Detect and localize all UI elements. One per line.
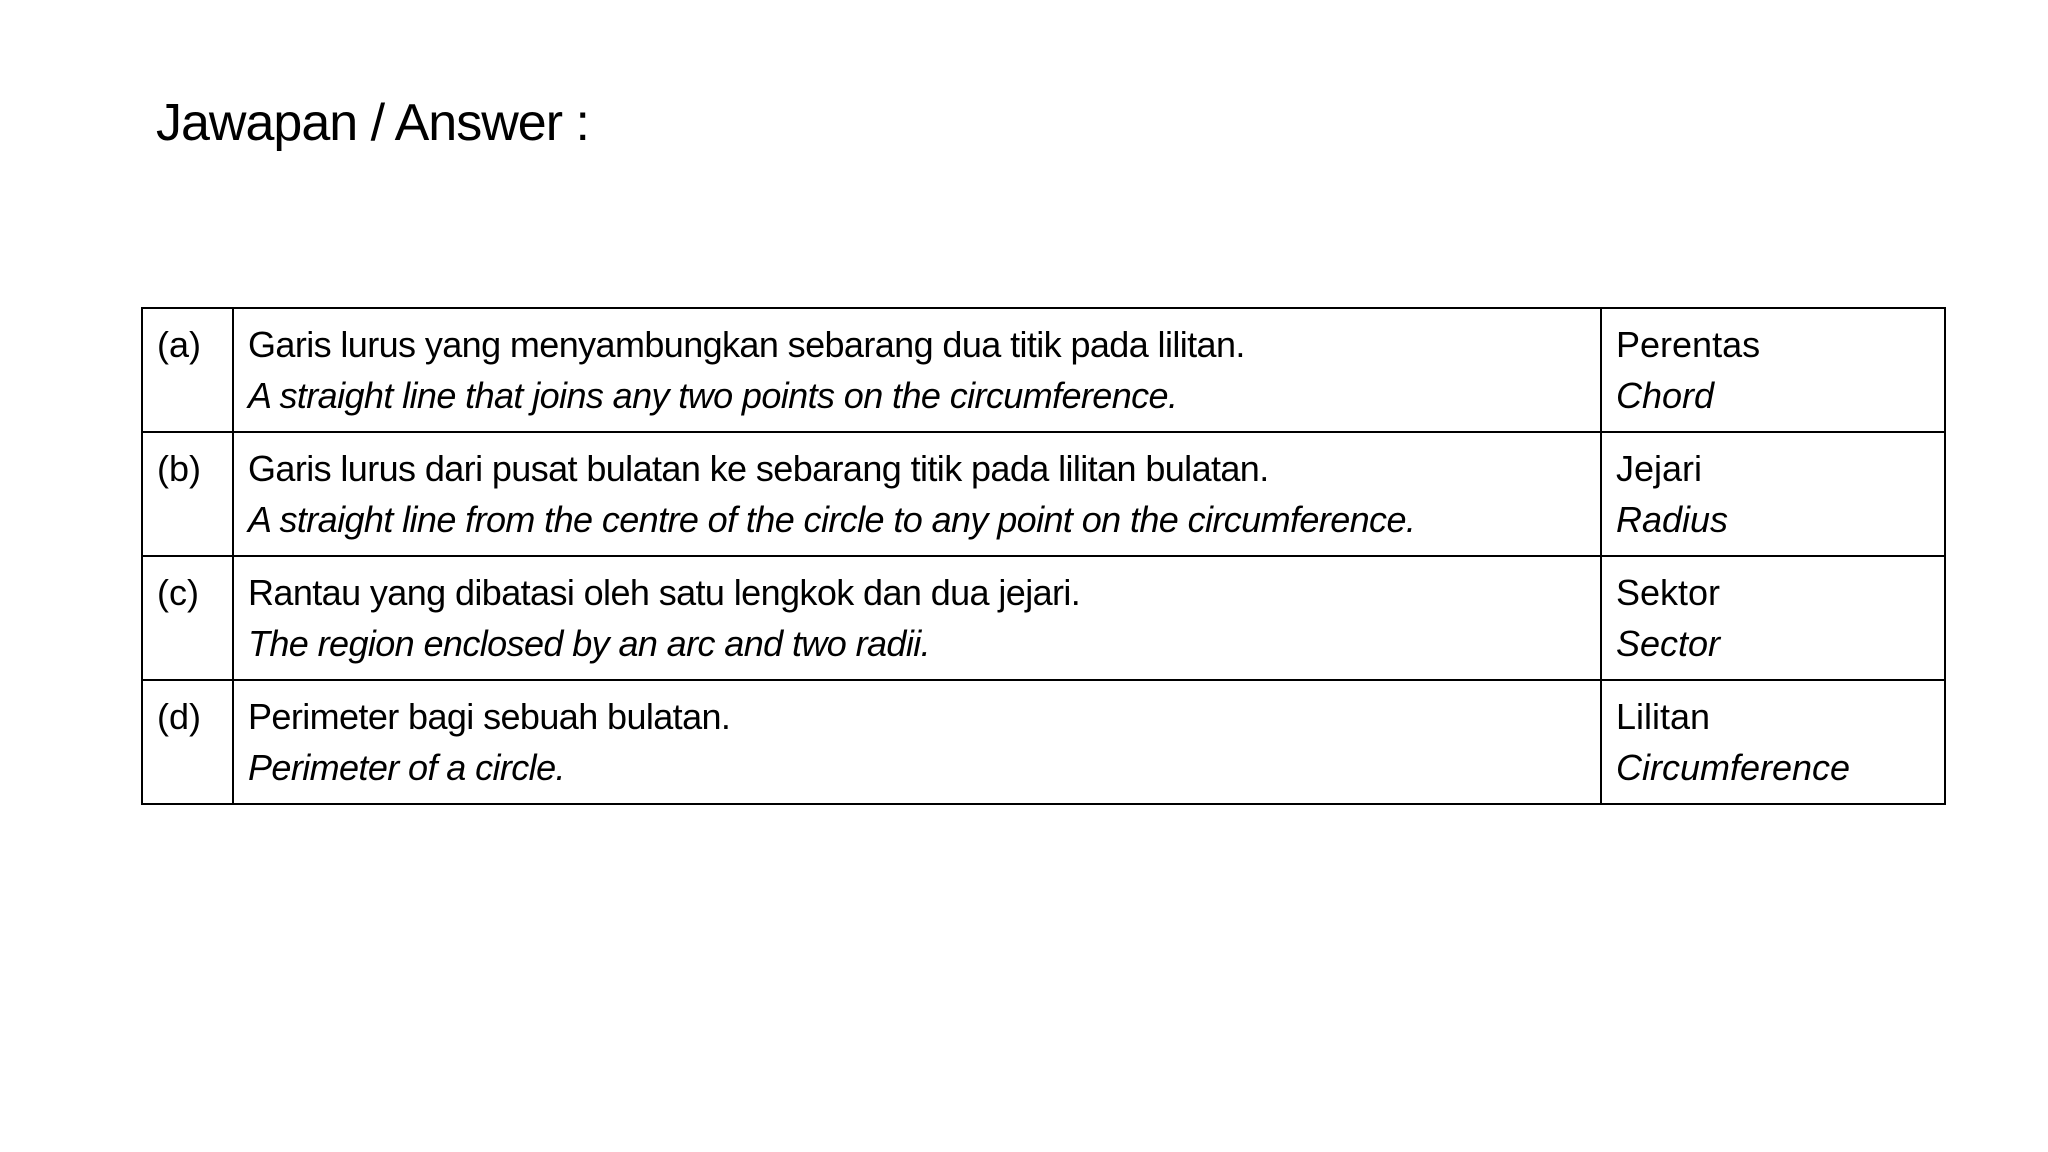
- definition-cell: [233, 308, 1601, 432]
- table-row: [142, 432, 1945, 556]
- row-label: (c): [142, 556, 233, 680]
- definition-english: Perimeter of a circle.: [248, 747, 565, 788]
- table-row: [142, 308, 1945, 432]
- term-cell: [1601, 308, 1945, 432]
- definition-malay: Garis lurus dari pusat bulatan ke sebarang titik pada lilitan bulatan.: [248, 448, 1269, 489]
- term-english: Chord: [1616, 375, 1715, 416]
- row-label: (b): [142, 432, 233, 556]
- term-malay: Lilitan: [1616, 696, 1711, 737]
- term-cell: [1601, 556, 1945, 680]
- row-label: (d): [142, 680, 233, 804]
- definition-malay: Rantau yang dibatasi oleh satu lengkok dan dua jejari.: [248, 572, 1081, 613]
- term-english: Circumference: [1616, 747, 1851, 788]
- definition-cell: [233, 432, 1601, 556]
- term-cell: [1601, 680, 1945, 804]
- term-malay: Perentas: [1616, 324, 1761, 365]
- term-malay: Jejari: [1616, 448, 1703, 489]
- term-english: Sector: [1616, 623, 1721, 664]
- answer-table: [141, 307, 1946, 805]
- page-title: Jawapan / Answer :: [156, 94, 589, 152]
- definition-english: The region enclosed by an arc and two radii.: [248, 623, 931, 664]
- definition-english: A straight line from the centre of the circle to any point on the circumference.: [248, 499, 1416, 540]
- row-label: (a): [142, 308, 233, 432]
- definition-malay: Garis lurus yang menyambungkan sebarang dua titik pada lilitan.: [248, 324, 1245, 365]
- term-english: Radius: [1616, 499, 1729, 540]
- definition-cell: [233, 556, 1601, 680]
- table-row: [142, 556, 1945, 680]
- term-cell: [1601, 432, 1945, 556]
- definition-cell: [233, 680, 1601, 804]
- definition-malay: Perimeter bagi sebuah bulatan.: [248, 696, 731, 737]
- table-row: [142, 680, 1945, 804]
- definition-english: A straight line that joins any two points on the circumference.: [248, 375, 1178, 416]
- term-malay: Sektor: [1616, 572, 1721, 613]
